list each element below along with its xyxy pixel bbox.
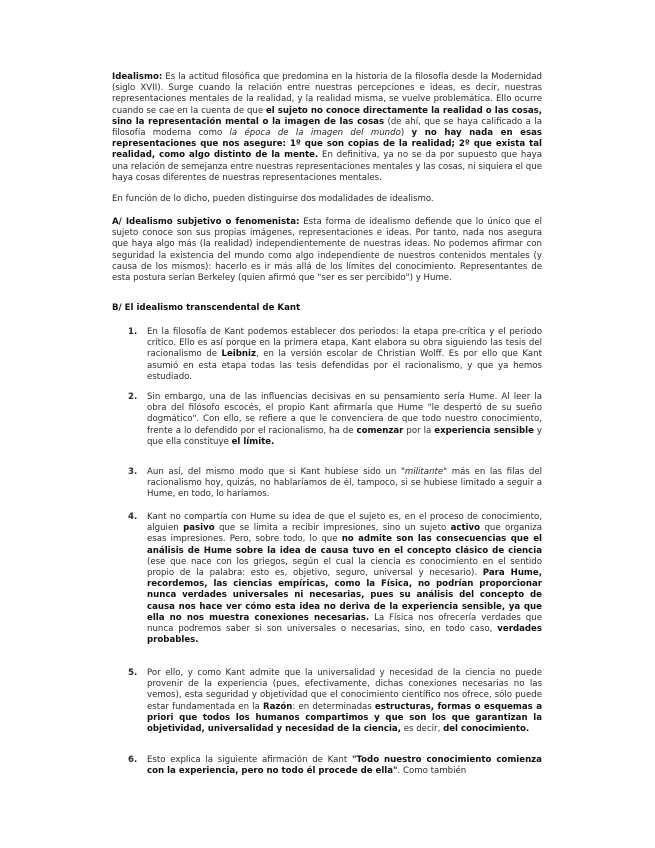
list-text (147, 668, 542, 735)
text-run: es decir, (400, 724, 444, 735)
text-run: Kant no compartía con Hume su idea de que el sujeto es, en el proceso de conocimiento, alguien (147, 512, 542, 534)
bold-text: del conocimiento. (443, 724, 530, 735)
text-run: . Como también (397, 766, 467, 777)
bold-text: el sujeto no conoce directamente la realidad o las cosas, sino la representación mental o la imagen de las cosas (112, 105, 542, 127)
text-run: En definitiva, ya no se da por supuesto que haya una relación de semejanza entre nuestras representaciones mentales y las cosas, ni siquiera el que haya cosas diferentes de nuestras representaciones mentales. (112, 150, 542, 183)
section-a-paragraph (112, 217, 542, 284)
bold-text: comenzar (356, 425, 404, 436)
text-run: Esta forma de idealismo defiende que lo único que el sujeto conoce son sus propias imágenes, representaciones e ideas. Por tanto, nada nos asegura que haya algo más (la realidad) independientemente de nuestras ideas. No podemos afirmar con seguridad la existencia del mundo como algo independiente de nuestros contenidos mentales (y causa de los mismos): hacerlo es ir más allá de los límites del conocimiento. Representantes de esta postura serían Berkeley (quien afirmó que "ser es ser percibido") y Hume. (112, 217, 542, 284)
text-run: Sin embargo, una de las influencias decisivas en su pensamiento sería Hume. Al leer la obra del filósofo escocés, el propio Kant afirmaría que Hume "le despertó de su sueño dogmático". Con ello, se refiere a que le convenciera de que todo nuestro conocimiento, frente a lo defendido por el racionalismo, ha de (147, 392, 542, 436)
text-run: Por ello, y como Kant admite que la universalidad y necesidad de la ciencia no puede provenir de la experiencia (pues, efectivamente, dichas conexiones necesarias no las vemos), esta seguridad y objetividad que el conocimiento científico nos ofrece, sólo puede estar fundamentada en la (147, 668, 542, 712)
bold-text: A/ Idealismo subjetivo o fenomenista: (112, 217, 300, 227)
italic-text: "militante" (400, 467, 448, 477)
bold-text: no admite son las consecuencias que el análisis de Hume sobre la idea de causa tuvo en el concepto clásico de ciencia (147, 534, 542, 556)
bold-text: experiencia sensible (434, 425, 534, 436)
text-run: Es la actitud filosófica que predomina en la historia de la filosofía desde la Modernidad (siglo XVII). Surge cuando la relación entre nuestras percepciones e ideas, es decir, nuestras representaciones mentales de la realidad, y la realidad misma, se vuelve problemática. Ello ocurre cuando se cae en la cuenta de que (112, 72, 542, 116)
text-run: Aun así, del mismo modo que si Kant hubiese sido un (147, 467, 401, 477)
text-run: más en las filas del racionalismo hoy, quizás, no hablaríamos de él, tampoco, si se hubiese limitado a seguir a Hume, en todo, lo haríamos. (147, 467, 542, 500)
list-number: 5. (128, 668, 138, 678)
list-number: 6. (128, 755, 138, 765)
bold-text: estructuras, formas o esquemas a priori que todos los humanos compartimos y que son los que garantizan la objetividad, universalidad y necesidad de la ciencia, (147, 701, 542, 735)
text-run: La Física nos ofrecería verdades que nunca podremos saber si son universales o necesarias, sino, en todo caso, (147, 612, 542, 635)
text-run: En la filosofía de Kant podemos establecer dos periodos: la etapa pre-crítica y el periodo crítico. Ello es así porque en la primera etapa, Kant elabora su obra siguiendo las tesis del racionalismo de (147, 327, 542, 360)
list-number: 1. (128, 327, 138, 337)
text-run: que organiza esas impresiones. Pero, sobre todo, lo que (147, 523, 542, 545)
text-run: (ese que nace con los griegos, según el cual la ciencia es conocimiento en el sentido propio de la palabra: esto es, objetivo, seguro, universal y necesario). (147, 556, 542, 579)
list-text (147, 512, 542, 646)
text-run: ) (400, 128, 412, 139)
text-run: : en determinadas (292, 701, 375, 712)
list-text (147, 392, 542, 448)
bold-text: Idealismo: (112, 72, 163, 82)
italic-text: la época de la imagen del mundo (229, 128, 401, 139)
bold-text: verdades probables. (147, 624, 542, 646)
text-run: que se limita a recibir impresiones, sino un sujeto (214, 523, 451, 534)
bold-text: Para Hume, recordemos, las ciencias empíricas, como la Física, no podrían proporcionar nunca verdades universales ni necesarias, pues su análisis del concepto de causa nos hace ver cómo esta idea no deriva de la experiencia sensible, ya que ella no nos muestra conexiones necesarias. (147, 568, 542, 623)
bold-text: Leibniz (221, 349, 256, 360)
text-run: En función de lo dicho, pueden distinguirse dos modalidades de idealismo. (112, 194, 434, 204)
text-run: Esto explica la siguiente afirmación de Kant (147, 755, 352, 765)
bold-text: el límite. (231, 436, 275, 447)
list-number: 4. (128, 512, 138, 522)
text-run: , en la versión escolar de Christian Wolff. Es por ello que Kant asumió en esta etapa todas las tesis defendidas por el racionalismo, y que ya hemos estudiado. (147, 349, 542, 382)
list-number: 3. (128, 467, 138, 477)
list-number: 2. (128, 392, 138, 402)
section-b-heading: B/ El idealismo transcendental de Kant (112, 303, 301, 313)
text-run: por la (403, 425, 435, 436)
list-text (147, 755, 542, 777)
bold-text: y no hay nada en esas representaciones que nos asegure: 1º que son copias de la realidad; 2º que exista tal realidad, como algo distinto de la mente. (112, 128, 542, 161)
bold-text: "Todo nuestro conocimiento comienza con la experiencia, pero no todo él procede de ella" (147, 755, 542, 777)
bold-text: Razón (262, 701, 293, 712)
intro-paragraph (112, 72, 542, 184)
bold-text: activo (450, 523, 481, 534)
list-text (147, 327, 542, 383)
intro-conclusion (112, 194, 542, 205)
text-run: y que ella constituye (147, 425, 542, 447)
bold-text: pasivo (183, 523, 215, 534)
list-text (147, 467, 542, 501)
text-run: (de ahí, que se haya calificado a la filosofía moderna como (112, 116, 542, 139)
